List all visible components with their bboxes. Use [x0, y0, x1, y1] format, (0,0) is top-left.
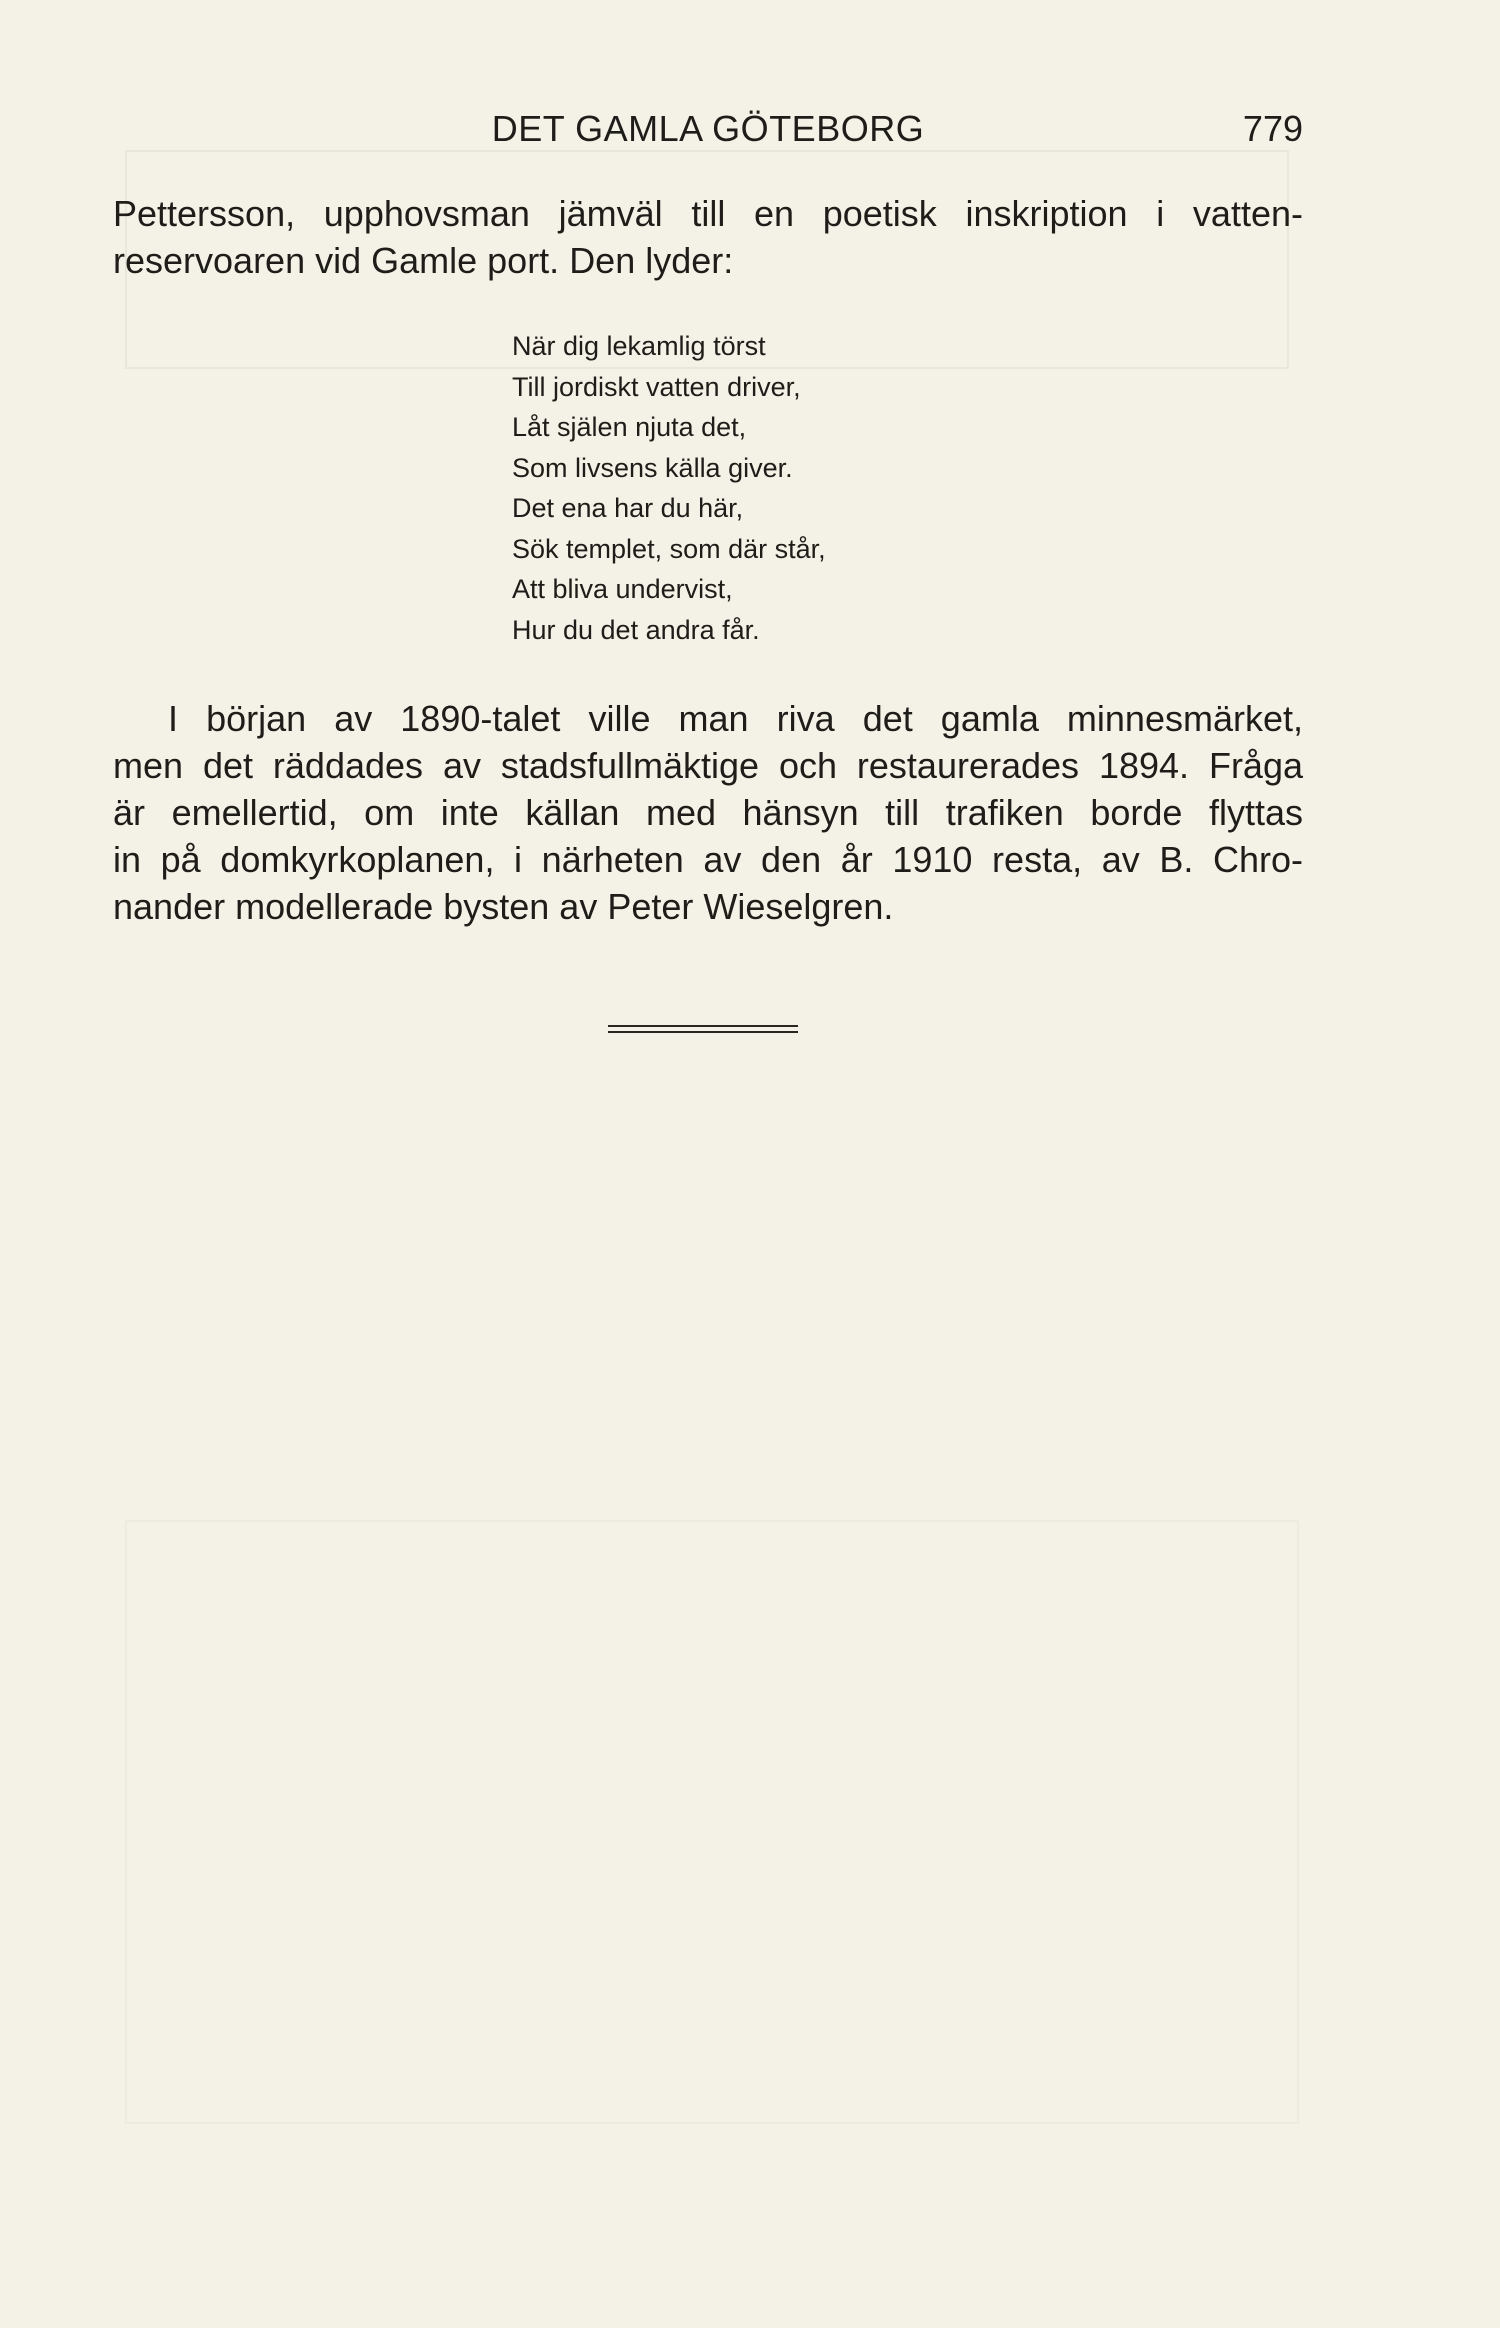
poem-line: Hur du det andra får. — [512, 614, 760, 645]
poem-line: Att bliva undervist, — [512, 574, 733, 604]
text-line: är emellertid, om inte källan med hänsyn till trafiken borde flyttas — [113, 792, 1303, 833]
text-line: nander modellerade bysten av Peter Wieselgren. — [113, 886, 894, 927]
text-line: Pettersson, upphovsman jämväl till en poetisk inskription i vatten- — [113, 193, 1303, 234]
text-line: reservoaren vid Gamle port. Den lyder: — [113, 240, 734, 281]
section-end-double-rule — [608, 1025, 798, 1033]
paragraph-2 — [113, 695, 1303, 930]
running-title: DET GAMLA GÖTEBORG — [491, 108, 925, 149]
text-line: men det räddades av stadsfullmäktige och restaurerades 1894. Fråga — [113, 745, 1303, 786]
poem-line: Som livsens källa giver. — [512, 452, 793, 483]
show-through-plate — [125, 1520, 1299, 2124]
poem-line: Det ena har du här, — [512, 493, 744, 523]
poem-inscription — [512, 326, 826, 650]
poem-line: Låt själen njuta det, — [512, 412, 747, 442]
poem-line: Till jordiskt vatten driver, — [512, 371, 801, 402]
paragraph-1 — [113, 190, 1303, 284]
page-number: 779 — [1242, 108, 1303, 149]
poem-line: Sök templet, som där står, — [512, 533, 826, 564]
poem-line: När dig lekamlig törst — [512, 331, 766, 361]
text-line: I början av 1890-talet ville man riva det gamla minnesmärket, — [168, 698, 1303, 739]
running-header — [113, 108, 1303, 158]
text-line: in på domkyrkoplanen, i närheten av den år 1910 resta, av B. Chro- — [113, 839, 1303, 880]
